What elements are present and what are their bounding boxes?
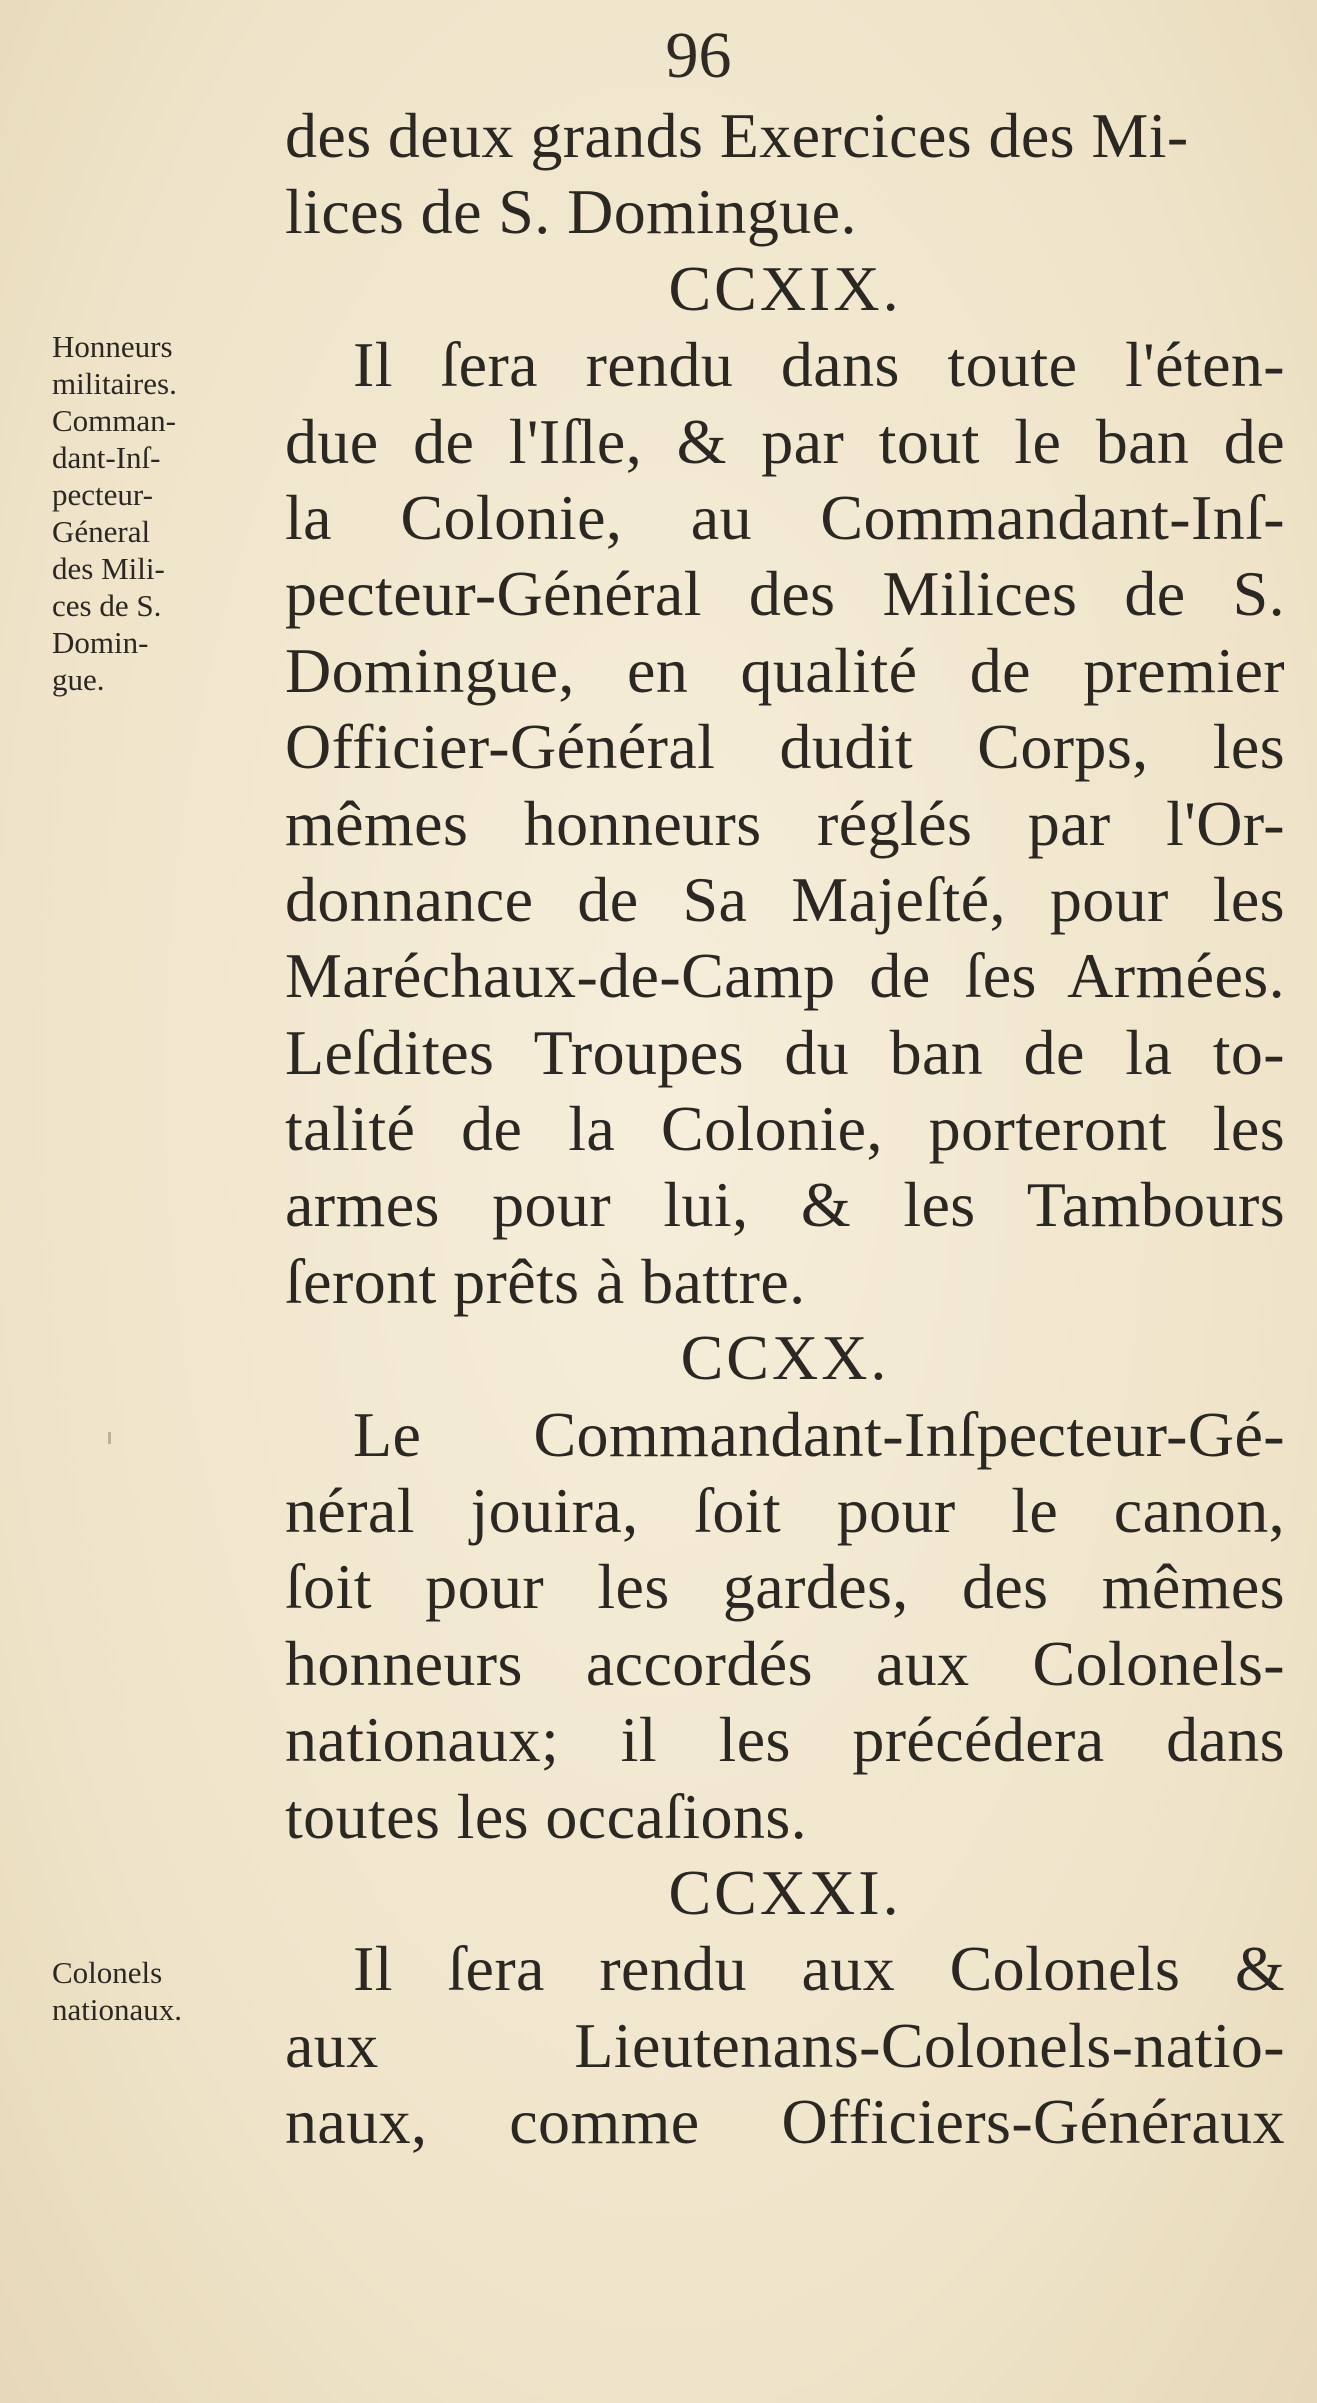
text-line: Le Commandant-Inſpecteur-Gé- bbox=[353, 1398, 1285, 1470]
text-line: pecteur-Général des Milices de S. bbox=[285, 558, 1285, 630]
margin-note-line: Comman- bbox=[52, 403, 176, 438]
text-line: ſeront prêts à battre. bbox=[285, 1245, 806, 1317]
main-text-column bbox=[285, 98, 1285, 2161]
margin-note-line: pecteur- bbox=[52, 477, 153, 512]
margin-note-line: Domin- bbox=[52, 625, 149, 660]
margin-note-line: Honneurs bbox=[52, 329, 173, 364]
text-line: ſoit pour les gardes, des mêmes bbox=[285, 1551, 1285, 1623]
margin-note-colonels-nationaux bbox=[52, 1954, 282, 2028]
margin-note-line: dant-Inſ- bbox=[52, 440, 161, 475]
text-line: Officier-Général dudit Corps, les bbox=[285, 711, 1285, 783]
article-number-heading: CCXX. bbox=[680, 1322, 890, 1394]
margin-note-line: militaires. bbox=[52, 366, 177, 401]
margin-note-line: ces de S. bbox=[52, 588, 162, 623]
margin-note-line: gue. bbox=[52, 662, 105, 697]
margin-note-line: Géneral bbox=[52, 514, 151, 549]
page-number: 96 bbox=[665, 19, 732, 92]
text-line: mêmes honneurs réglés par l'Or- bbox=[285, 787, 1285, 859]
margin-note-line: des Mili- bbox=[52, 551, 165, 586]
text-line: due de l'Iſle, & par tout le ban de bbox=[285, 405, 1285, 477]
text-line: armes pour lui, & les Tambours bbox=[285, 1169, 1285, 1241]
paper-speck bbox=[108, 1432, 111, 1444]
text-line: Il ſera rendu dans toute l'éten- bbox=[353, 329, 1285, 401]
text-line: toutes les occaſions. bbox=[285, 1780, 808, 1852]
text-line: néral jouira, ſoit pour le canon, bbox=[285, 1475, 1285, 1547]
text-line: talité de la Colonie, porteront les bbox=[285, 1093, 1285, 1165]
text-line: nationaux; il les précédera dans bbox=[285, 1704, 1285, 1776]
text-line: donnance de Sa Majeſté, pour les bbox=[285, 863, 1285, 935]
margin-note-honneurs-militaires bbox=[52, 328, 282, 698]
text-line: honneurs accordés aux Colonels- bbox=[285, 1627, 1285, 1699]
article-number-heading: CCXXI. bbox=[668, 1856, 902, 1928]
margin-note-line: Colonels bbox=[52, 1955, 163, 1990]
margin-note-line: nationaux. bbox=[52, 1992, 182, 2027]
text-line: Maréchaux-de-Camp de ſes Armées. bbox=[285, 940, 1285, 1012]
text-line: lices de S. Domingue. bbox=[285, 176, 857, 248]
text-line: des deux grands Exercices des Mi- bbox=[285, 100, 1189, 171]
article-number-heading: CCXIX. bbox=[668, 252, 902, 324]
text-line: naux, comme Officiers-Généraux bbox=[285, 2086, 1285, 2158]
text-line: Leſdites Troupes du ban de la to- bbox=[285, 1016, 1285, 1088]
text-line: Domingue, en qualité de premier bbox=[285, 634, 1285, 706]
text-line: aux Lieutenans-Colonels-natio- bbox=[285, 2009, 1285, 2081]
text-line: la Colonie, au Commandant-Inſ- bbox=[285, 481, 1285, 553]
text-line: Il ſera rendu aux Colonels & bbox=[353, 1933, 1285, 2005]
